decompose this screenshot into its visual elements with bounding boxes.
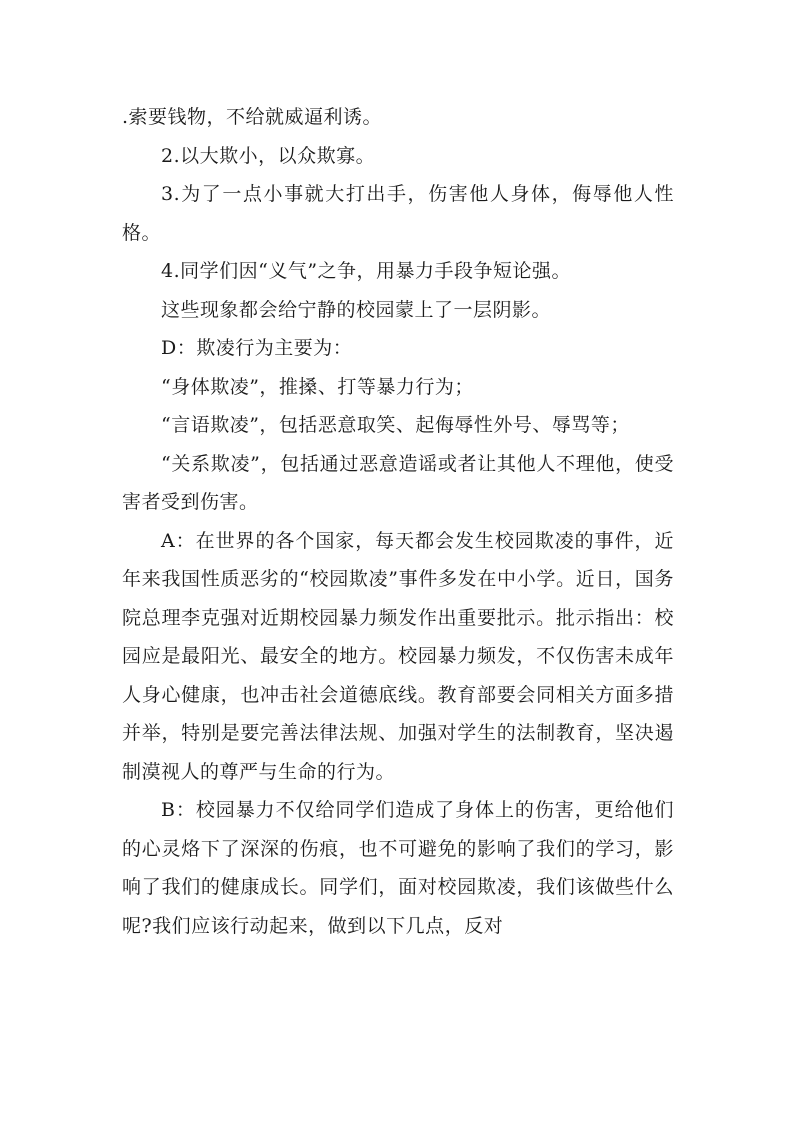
paragraph: .索要钱物，不给就威逼利诱。 [122, 106, 383, 128]
paragraph: 这些现象都会给宁静的校园蒙上了一层阴影。 [161, 298, 552, 321]
paragraph: 4.同学们因“义气”之争，用暴力手段争短论强。 [161, 260, 572, 282]
paragraph: “关系欺凌”，包括通过恶意造谣或者让其他人不理他，使受害者受到伤害。 [122, 452, 674, 513]
paragraph: D：欺凌行为主要为： [161, 337, 353, 359]
paragraph: 2.以大欺小，以众欺寡。 [161, 144, 376, 167]
paragraph: “身体欺凌”，推搡、打等暴力行为； [161, 375, 474, 398]
document-body [122, 98, 674, 945]
paragraph: A：在世界的各个国家，每天都会发生校园欺凌的事件，近年来我国性质恶劣的“校园欺凌”事件多发在中小学。近日，国务院总理李克强对近期校园暴力频发作出重要批示。批示指出：校园应是最阳光、最安全的地方。校园暴力频发，不仅伤害未成年人身心健康，也冲击社会道德底线。教育部要会同相关方面多措并举，特别是要完善法律法规、加强对学生的法制教育，坚决遏制漠视人的尊严与生命的行为。 [122, 529, 674, 783]
paragraph: 3.为了一点小事就大打出手，伤害他人身体，侮辱他人性格。 [122, 183, 674, 244]
paragraph: B：校园暴力不仅给同学们造成了身体上的伤害，更给他们的心灵烙下了深深的伤痕，也不可避免的影响了我们的学习，影响了我们的健康成长。同学们，面对校园欺凌，我们该做些什么呢?我们应该行动起来，做到以下几点，反对 [122, 799, 674, 937]
paragraph: “言语欺凌”，包括恶意取笑、起侮辱性外号、辱骂等； [161, 414, 630, 436]
